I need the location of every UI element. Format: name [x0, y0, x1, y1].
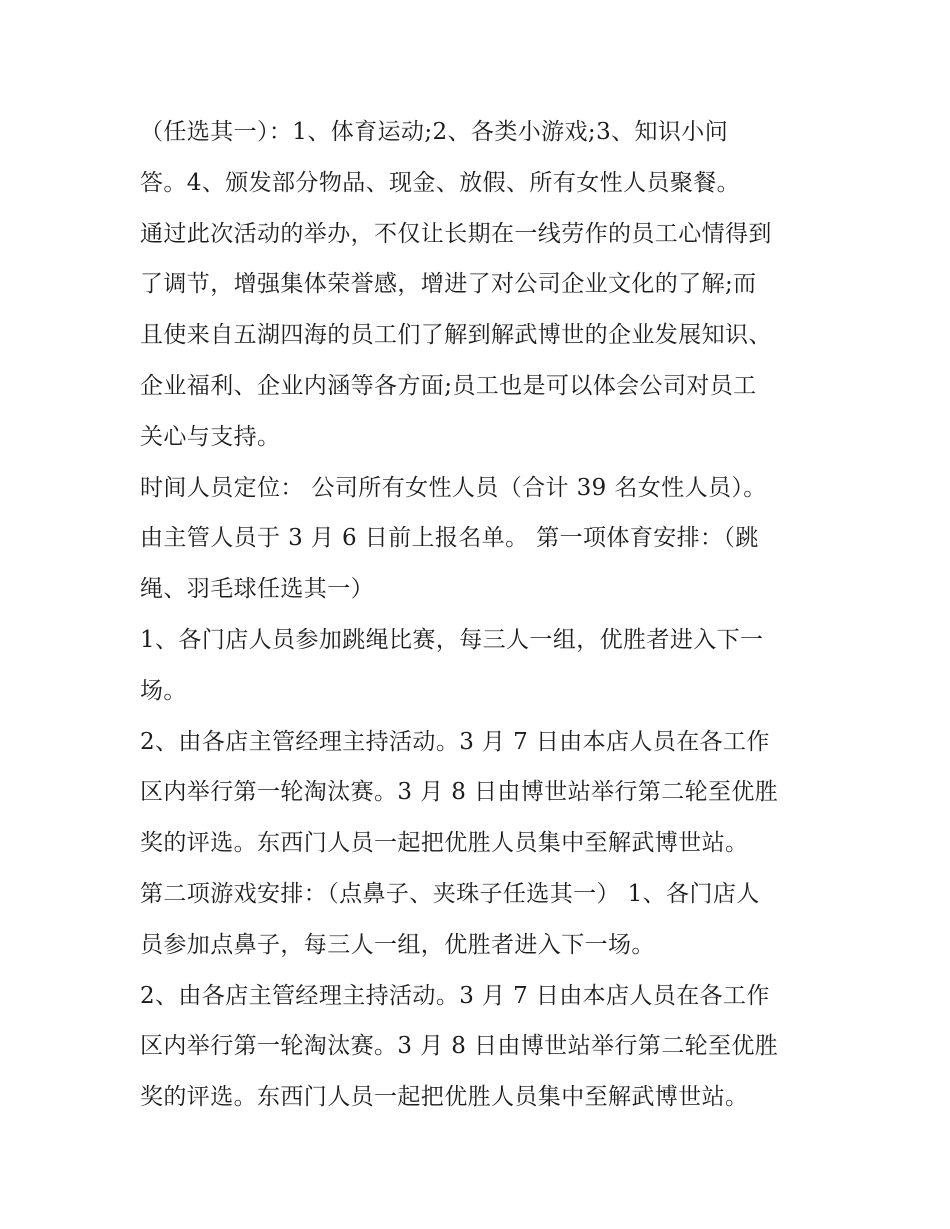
text-line: 绳、羽毛球任选其一）	[140, 576, 374, 603]
text-line: 了调节，增强集体荣誉感，增进了对公司企业文化的了解;而	[140, 271, 757, 298]
text-line: （任选其一）：1、体育运动;2、各类小游戏;3、知识小问	[140, 119, 729, 145]
text-line: 答。4、颁发部分物品、现金、放假、所有女性人员聚餐。	[140, 169, 741, 196]
text-line: 2、由各店主管经理主持活动。3 月 7 日由本店人员在各工作	[140, 982, 770, 1009]
text-line: 区内举行第一轮淘汰赛。3 月 8 日由博世站举行第二轮至优胜	[140, 1033, 779, 1060]
text-line: 关心与支持。	[140, 423, 281, 450]
text-line: 且使来自五湖四海的员工们了解到解武博世的企业发展知识、	[140, 322, 772, 349]
text-line: 通过此次活动的举办，不仅让长期在一线劳作的员工心情得到	[140, 220, 772, 247]
text-line: 第二项游戏安排：（点鼻子、夹珠子任选其一） 1、各门店人	[140, 880, 760, 907]
text-line: 奖的评选。东西门人员一起把优胜人员集中至解武博世站。	[140, 1084, 749, 1111]
text-line: 场。	[140, 677, 187, 704]
text-line: 1、各门店人员参加跳绳比赛，每三人一组，优胜者进入下一	[140, 626, 764, 653]
text-line: 企业福利、企业内涵等各方面;员工也是可以体会公司对员工	[140, 372, 757, 399]
text-line: 时间人员定位： 公司所有女性人员（合计 39 名女性人员）。	[140, 474, 767, 501]
text-line: 由主管人员于 3 月 6 日前上报名单。 第一项体育安排：（跳	[140, 525, 759, 552]
text-line: 员参加点鼻子，每三人一组，优胜者进入下一场。	[140, 931, 655, 958]
document-body	[140, 107, 830, 1123]
text-line: 区内举行第一轮淘汰赛。3 月 8 日由博世站举行第二轮至优胜	[140, 779, 779, 806]
text-line: 2、由各店主管经理主持活动。3 月 7 日由本店人员在各工作	[140, 728, 770, 755]
text-line: 奖的评选。东西门人员一起把优胜人员集中至解武博世站。	[140, 830, 749, 857]
